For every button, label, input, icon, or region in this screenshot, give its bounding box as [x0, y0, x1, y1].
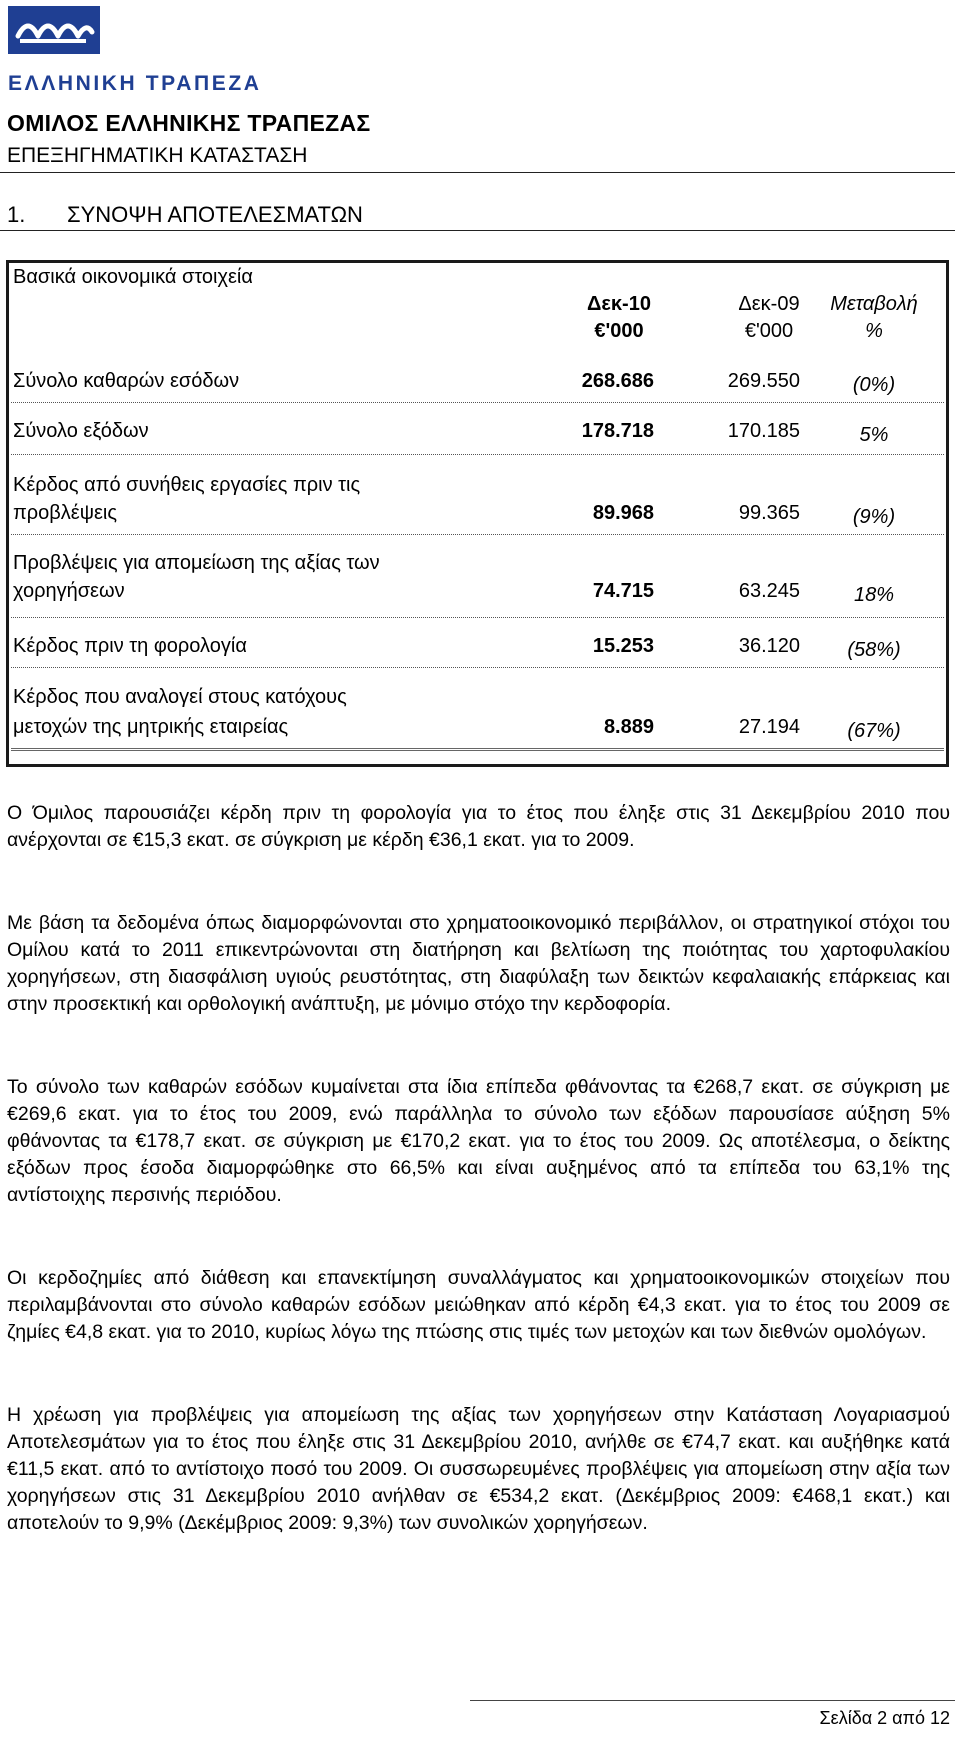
bank-columns-logo-icon	[8, 6, 100, 54]
table-row	[9, 545, 946, 605]
table-bottom-rule	[11, 748, 944, 751]
page-title: ΟΜΙΛΟΣ ΕΛΛΗΝΙΚΗΣ ΤΡΑΠΕΖΑΣ	[7, 110, 371, 136]
paragraph: Με βάση τα δεδομένα όπως διαμορφώνονται στο χρηματοοικονομικό περιβάλλον, οι στρατηγικοί στόχοι του Ομίλου κατά το 2011 επικεντρώνονται στη διατήρηση και βελτίωση της ποιότητας του χαρτοφυλακίου χορηγήσεων, στη διασφάλιση υγιούς ρευστότητας, στη διαφύλαξη των δεικτών κεφαλαιακής επάρκειας και στην προσεκτική και ορθολογική ανάπτυξη, με μόνιμο στόχο την κερδοφορία.	[7, 912, 950, 1015]
table-row	[9, 363, 946, 395]
paragraph: Ο Όμιλος παρουσιάζει κέρδη πριν τη φορολογία για το έτος που έληξε στις 31 Δεκεμβρίου 2010 που ανέρχονται σε €15,3 εκατ. σε σύγκριση με κέρδη €36,1 εκατ. για το 2009.	[7, 802, 950, 851]
table-row	[9, 628, 946, 660]
row-label: Σύνολο καθαρών εσόδων	[13, 370, 240, 392]
footer-divider	[470, 1700, 955, 1701]
value-change: 5%	[859, 424, 889, 446]
value-change: (9%)	[852, 506, 896, 528]
value-dec10: 74.715	[592, 580, 654, 602]
divider	[0, 230, 955, 231]
value-dec10: 15.253	[592, 635, 654, 657]
value-change: (0%)	[852, 374, 896, 396]
row-separator	[11, 667, 944, 668]
table-row	[9, 679, 946, 741]
table-row	[9, 413, 946, 445]
value-change: (58%)	[847, 639, 901, 661]
paragraph: Η χρέωση για προβλέψεις για απομείωση της αξίας των χορηγήσεων στην Κατάσταση Λογαριασμού Αποτελεσμάτων για το έτος που έληξε στις 31 Δεκεμβρίου 2010, ανήλθε σε €74,7 εκατ. και αυξήθηκε κατά €11,5 εκατ. από το αντίστοιχο ποσό του 2009. Οι συσσωρευμένες προβλέψεις για απομείωση στην αξία των χορηγήσεων στις 31 Δεκεμβρίου 2010 ανήλθαν σε €534,2 εκατ. (Δεκέμβριος 2009: €468,1 εκατ.) και αποτελούν το 9,9% (Δεκέμβριος 2009: 9,3%) των συνολικών χορηγήσεων.	[7, 1404, 950, 1534]
value-change: 18%	[853, 584, 895, 606]
value-dec09: 269.550	[727, 370, 800, 392]
value-dec10: 268.686	[581, 370, 654, 392]
row-label: Κέρδος πριν τη φορολογία	[13, 635, 247, 657]
section-heading	[7, 202, 363, 228]
column-header-change: Μεταβολή %	[830, 293, 918, 342]
financial-summary-table	[6, 260, 949, 767]
row-label: Προβλέψεις για απομείωση της αξίας των	[13, 552, 380, 574]
row-separator	[11, 617, 944, 618]
page-number: Σελίδα 2 από 12	[819, 1708, 950, 1728]
row-label-cont: μετοχών της μητρικής εταιρείας	[13, 716, 289, 738]
section-number: 1.	[7, 202, 26, 227]
row-separator	[11, 534, 944, 535]
bank-logo	[8, 6, 308, 95]
value-dec09: 36.120	[738, 635, 800, 657]
table-title: Βασικά οικονομικά στοιχεία	[13, 266, 253, 288]
table-row	[9, 467, 946, 527]
row-label-cont: χορηγήσεων	[13, 580, 125, 602]
divider	[0, 172, 955, 173]
paragraph: Οι κερδοζημίες από διάθεση και επανεκτίμηση συναλλάγματος και χρηματοοικονομικών στοιχείων που περιλαμβάνονται στο σύνολο καθαρών εσόδων μειώθηκαν από κέρδη €4,3 εκατ. για το έτος του 2009 σε ζημίες €4,8 εκατ. για το 2010, κυρίως λόγω της πτώσης στις τιμές των μετοχών και των διεθνών ομολόγων.	[7, 1267, 950, 1343]
row-label: Κέρδος που αναλογεί στους κατόχους	[13, 686, 347, 708]
value-dec09: 63.245	[738, 580, 800, 602]
row-label: Σύνολο εξόδων	[13, 420, 149, 442]
column-header-dec09: Δεκ-09 €'000	[738, 293, 800, 342]
brand-name: ΕΛΛΗΝΙΚΗ ΤΡΑΠΕΖΑ	[8, 72, 262, 95]
value-dec10: 8.889	[603, 716, 654, 738]
value-dec09: 27.194	[738, 716, 800, 738]
paragraph: Το σύνολο των καθαρών εσόδων κυμαίνεται στα ίδια επίπεδα φθάνοντας τα €268,7 εκατ. σε σύγκριση με €269,6 εκατ. για το έτος του 2009, ενώ παράλληλα το σύνολο των εξόδων παρουσίασε αύξηση 5% φθάνοντας τα €178,7 εκατ. σε σύγκριση με €170,2 εκατ. για το έτος του 2009. Ως αποτέλεσμα, ο δείκτης εξόδων προς έσοδα διαμορφώθηκε στο 66,5% και είναι αυξημένος από τα επίπεδα του 63,1% της αντίστοιχης περσινής περιόδου.	[7, 1076, 950, 1206]
row-label-cont: προβλέψεις	[13, 502, 117, 524]
value-dec10: 178.718	[581, 420, 654, 442]
value-dec10: 89.968	[592, 502, 654, 524]
row-label: Κέρδος από συνήθεις εργασίες πριν τις	[13, 474, 361, 496]
value-dec09: 99.365	[738, 502, 800, 524]
column-header-dec10: Δεκ-10 €'000	[587, 293, 651, 342]
row-separator	[11, 454, 944, 455]
value-dec09: 170.185	[727, 420, 800, 442]
row-separator	[11, 402, 944, 403]
section-title: ΣΥΝΟΨΗ ΑΠΟΤΕΛΕΣΜΑΤΩΝ	[67, 202, 363, 227]
value-change: (67%)	[847, 720, 901, 742]
page-subtitle: ΕΠΕΞΗΓΗΜΑΤΙΚΗ ΚΑΤΑΣΤΑΣΗ	[7, 144, 308, 167]
